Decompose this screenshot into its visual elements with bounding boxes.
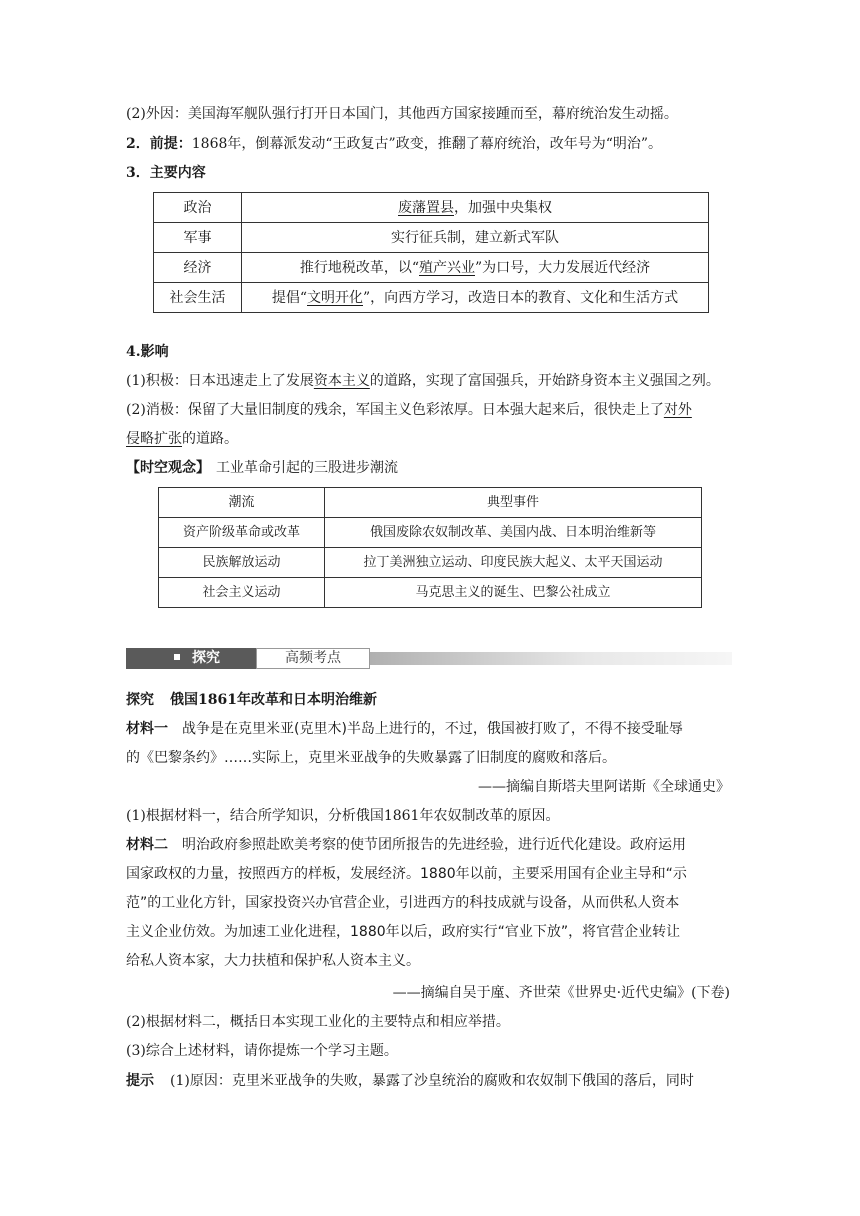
material1-text: 战争是在克里米亚(克里木)半岛上进行的，不过，俄国被打败了，不得不接受耻辱 bbox=[182, 721, 683, 737]
hint-text: (1)原因：克里米亚战争的失败，暴露了沙皇统治的腐败和农奴制下俄国的落后，同时 bbox=[170, 1073, 694, 1089]
trend-cell: 民族解放运动 bbox=[159, 548, 325, 578]
impact-negative-line2 bbox=[126, 429, 238, 449]
events-cell: 俄国废除农奴制改革、美国内战、日本明治维新等 bbox=[325, 518, 702, 548]
row-content bbox=[242, 283, 709, 313]
premise bbox=[126, 134, 662, 154]
table-row bbox=[154, 283, 709, 313]
table-row bbox=[154, 223, 709, 253]
row-content-text: ”，向西方学习，改造日本的教育、文化和生活方式 bbox=[363, 289, 679, 306]
material1-source: ——摘编自斯塔夫里阿诺斯《全球通史》 bbox=[478, 779, 730, 795]
spacetime-title: 工业革命引起的三股进步潮流 bbox=[216, 460, 398, 476]
row-category: 经济 bbox=[154, 253, 242, 283]
underlined-term: 废藩置县 bbox=[398, 199, 454, 216]
events-cell: 拉丁美洲独立运动、印度民族大起义、太平天国运动 bbox=[325, 548, 702, 578]
impact-negative-line1 bbox=[126, 400, 692, 420]
spacetime-tag: 【时空观念】 bbox=[126, 460, 210, 476]
premise-label: 2．前提： bbox=[126, 136, 192, 152]
material1-line1 bbox=[126, 719, 683, 739]
square-bullet-icon bbox=[174, 654, 180, 660]
section-banner bbox=[126, 648, 732, 669]
underlined-term: 对外 bbox=[663, 402, 692, 418]
material2-line1 bbox=[126, 835, 686, 855]
row-content-text: 提倡“ bbox=[271, 289, 307, 306]
row-content-text: ，加强中央集权 bbox=[454, 199, 552, 216]
table-header-row bbox=[159, 488, 702, 518]
impact-text: 的道路。 bbox=[182, 431, 238, 447]
underlined-term: 文明开化 bbox=[307, 289, 363, 306]
trend-cell: 社会主义运动 bbox=[159, 578, 325, 608]
question-3: (3)综合上述材料，请你提炼一个学习主题。 bbox=[126, 1043, 398, 1059]
row-content-text: ”为口号，大力发展近代经济 bbox=[475, 259, 651, 276]
question-2: (2)根据材料二，概括日本实现工业化的主要特点和相应举措。 bbox=[126, 1014, 510, 1030]
hint-label: 提示 bbox=[126, 1073, 154, 1089]
material2-line2: 国家政权的力量，按照西方的样板，发展经济。1880年以前，主要采用国有企业主导和“示 bbox=[126, 866, 687, 882]
banner-explore-label: 探究 bbox=[192, 650, 220, 666]
underlined-term: 资本主义 bbox=[313, 373, 370, 389]
impact-text: 的道路，实现了富国强兵，开始跻身资本主义强国之列。 bbox=[369, 373, 720, 389]
table-row bbox=[154, 253, 709, 283]
material2-source: ——摘编自吴于廑、齐世荣《世界史·近代史编》(下卷) bbox=[392, 985, 730, 1001]
impact-text: (1)积极：日本迅速走上了发展 bbox=[126, 373, 314, 389]
row-category: 政治 bbox=[154, 193, 242, 223]
table-row bbox=[159, 548, 702, 578]
material2-line5: 给私人资本家，大力扶植和保护私人资本主义。 bbox=[126, 953, 420, 969]
trend-cell: 资产阶级革命或改革 bbox=[159, 518, 325, 548]
cause-external: (2)外因：美国海军舰队强行打开日本国门，其他西方国家接踵而至，幕府统治发生动摇。 bbox=[126, 106, 678, 122]
spacetime-table bbox=[158, 487, 702, 608]
table-row bbox=[159, 518, 702, 548]
banner-gradient-strip bbox=[370, 652, 732, 665]
banner-frequent-topics: 高频考点 bbox=[256, 648, 370, 669]
row-content: 实行征兵制，建立新式军队 bbox=[242, 223, 709, 253]
table-row bbox=[159, 578, 702, 608]
impact-text: (2)消极：保留了大量旧制度的残余，军国主义色彩浓厚。日本强大起来后，很快走上了 bbox=[126, 402, 664, 418]
material2-line4: 主义企业仿效。为加速工业化进程，1880年以后，政府实行“官业下放”，将官营企业转让 bbox=[126, 924, 681, 940]
banner-explore bbox=[126, 648, 256, 669]
spacetime-title-line bbox=[126, 458, 398, 478]
explore-title-line bbox=[126, 690, 377, 710]
column-header-trend: 潮流 bbox=[159, 488, 325, 518]
column-header-events: 典型事件 bbox=[325, 488, 702, 518]
impact-heading: 4.影响 bbox=[126, 344, 169, 360]
hint-line bbox=[126, 1071, 694, 1091]
table-row bbox=[154, 193, 709, 223]
premise-text: 1868年，倒幕派发动“王政复古”政变，推翻了幕府统治，改年号为“明治”。 bbox=[191, 136, 663, 152]
impact-positive bbox=[126, 371, 720, 391]
explore-label: 探究 bbox=[126, 692, 154, 708]
material2-label: 材料二 bbox=[126, 837, 168, 853]
row-category: 社会生活 bbox=[154, 283, 242, 313]
material1-line2: 的《巴黎条约》……实际上，克里米亚战争的失败暴露了旧制度的腐败和落后。 bbox=[126, 750, 616, 766]
question-1: (1)根据材料一，结合所学知识，分析俄国1861年农奴制改革的原因。 bbox=[126, 808, 560, 824]
row-content bbox=[242, 253, 709, 283]
underlined-term: 殖产兴业 bbox=[419, 259, 475, 276]
explore-title: 俄国1861年改革和日本明治维新 bbox=[170, 692, 377, 708]
underlined-term: 侵略扩张 bbox=[126, 431, 182, 447]
events-cell: 马克思主义的诞生、巴黎公社成立 bbox=[325, 578, 702, 608]
row-content bbox=[242, 193, 709, 223]
row-category: 军事 bbox=[154, 223, 242, 253]
row-content-text: 推行地税改革，以“ bbox=[299, 259, 419, 276]
main-content-heading: 3．主要内容 bbox=[126, 165, 206, 181]
material2-line3: 范”的工业化方针，国家投资兴办官营企业，引进西方的科技成就与设备，从而供私人资本 bbox=[126, 895, 680, 911]
main-content-table bbox=[153, 192, 709, 313]
material1-label: 材料一 bbox=[126, 721, 168, 737]
material2-text: 明治政府参照赴欧美考察的使节团所报告的先进经验，进行近代化建设。政府运用 bbox=[182, 837, 686, 853]
